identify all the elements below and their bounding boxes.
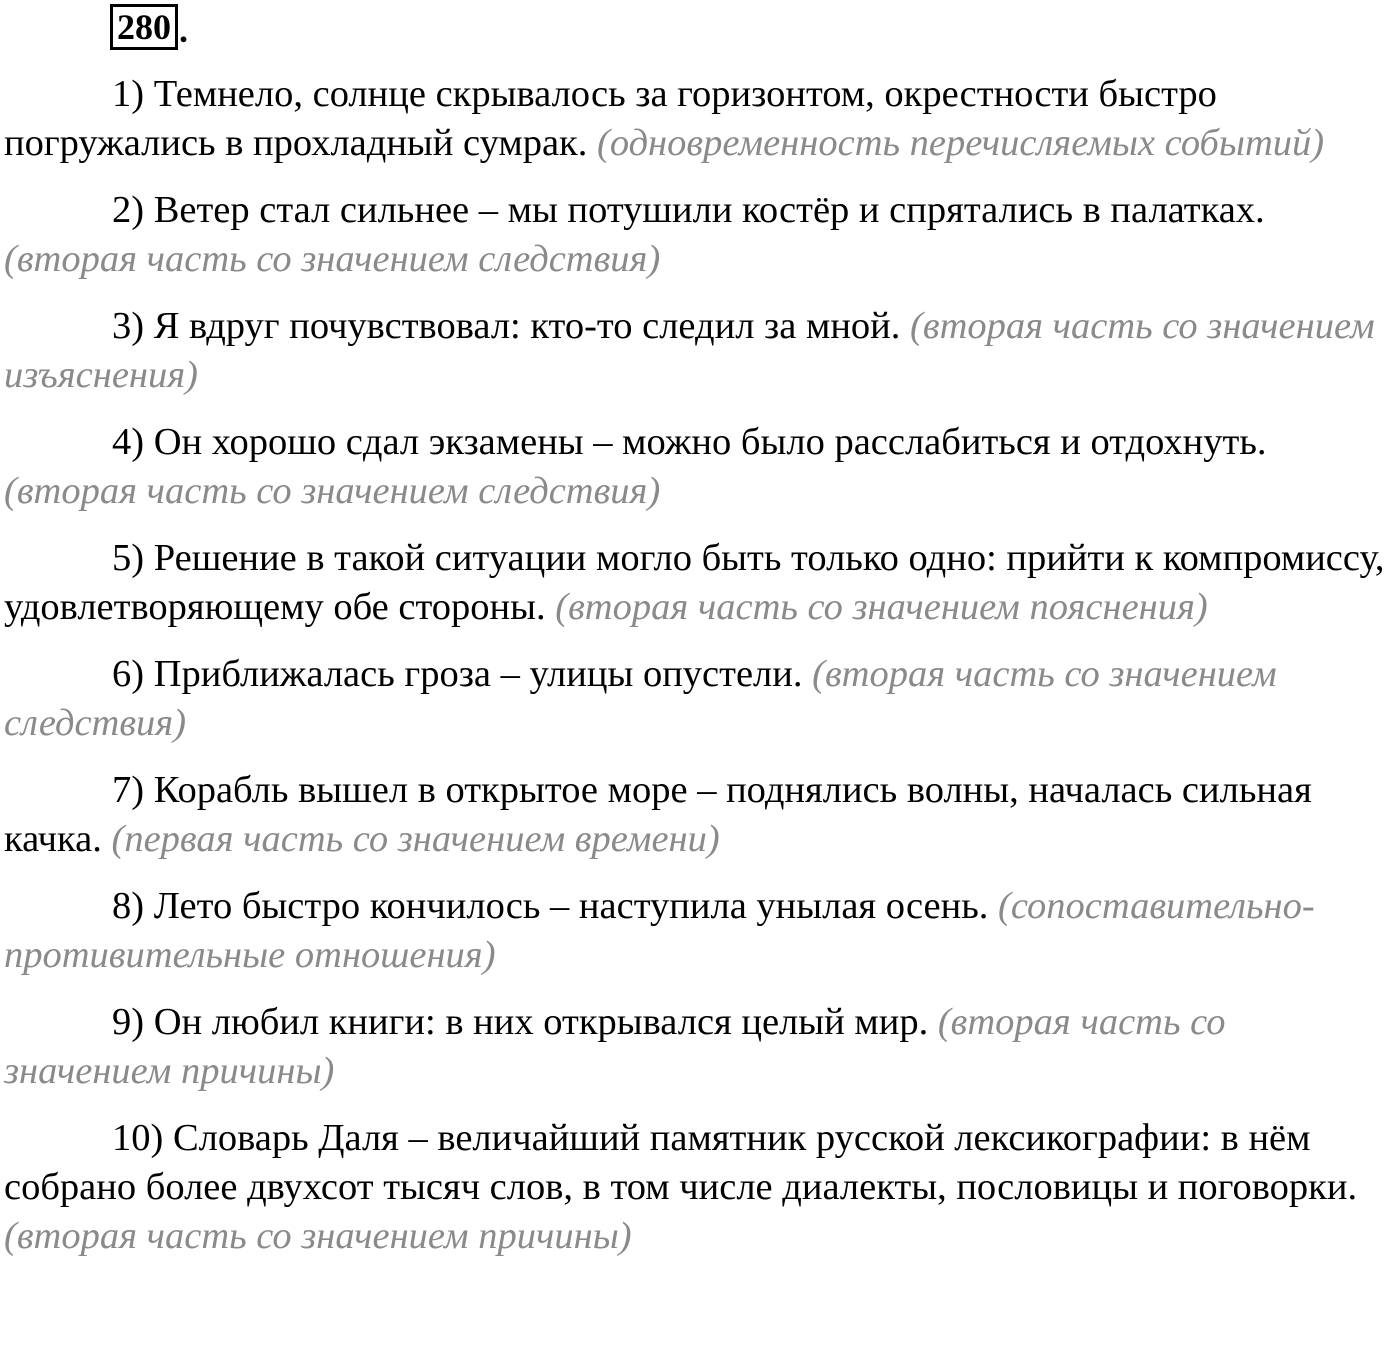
item-note: (вторая часть со значением следствия)	[4, 470, 661, 512]
exercise-number-dot: .	[179, 10, 188, 50]
item-note: (вторая часть со значением следствия)	[4, 653, 1277, 744]
exercise-items	[4, 70, 1398, 1279]
item-text: 6) Приближалась гроза – улицы опустели.	[112, 653, 803, 695]
list-item	[4, 766, 1398, 864]
item-text: 8) Лето быстро кончилось – наступила унылая осень.	[112, 885, 989, 927]
item-note: (вторая часть со значением причины)	[4, 1001, 1226, 1092]
item-text: 2) Ветер стал сильнее – мы потушили костёр и спрятались в палатках.	[112, 189, 1265, 231]
list-item	[4, 1114, 1398, 1261]
list-item	[4, 534, 1398, 632]
list-item	[4, 418, 1398, 516]
item-text: 5) Решение в такой ситуации могло быть только одно: прийти к компромиссу, удовлетворяющему обе стороны.	[4, 537, 1385, 628]
item-text: 1) Темнело, солнце скрывалось за горизонтом, окрестности быстро погружались в прохладный сумрак.	[4, 73, 1217, 164]
item-text: 9) Он любил книги: в них открывался целый мир.	[112, 1001, 929, 1043]
list-item	[4, 302, 1398, 400]
item-note: (вторая часть со значением следствия)	[4, 238, 661, 280]
item-note: (вторая часть со значением пояснения)	[555, 586, 1208, 628]
list-item	[4, 998, 1398, 1096]
item-note: (вторая часть со значением причины)	[4, 1215, 632, 1257]
exercise-number-box: 280	[110, 4, 178, 50]
item-text: 10) Словарь Даля – величайший памятник русской лексикографии: в нём собрано более двухсот тысяч слов, в том числе диалекты, пословицы и поговорки.	[4, 1117, 1358, 1208]
item-note: (сопоставительно-противительные отношения)	[4, 885, 1315, 976]
list-item	[4, 186, 1398, 284]
item-text: 4) Он хорошо сдал экзамены – можно было расслабиться и отдохнуть.	[112, 421, 1267, 463]
item-text: 3) Я вдруг почувствовал: кто-то следил за мной.	[112, 305, 901, 347]
item-note: (вторая часть со значением изъяснения)	[4, 305, 1375, 396]
list-item	[4, 650, 1398, 748]
exercise-header	[110, 6, 188, 50]
item-text: 7) Корабль вышел в открытое море – поднялись волны, началась сильная качка.	[4, 769, 1312, 860]
item-note: (одновременность перечисляемых событий)	[597, 122, 1325, 164]
list-item	[4, 882, 1398, 980]
item-note: (первая часть со значением времени)	[111, 818, 720, 860]
list-item	[4, 70, 1398, 168]
